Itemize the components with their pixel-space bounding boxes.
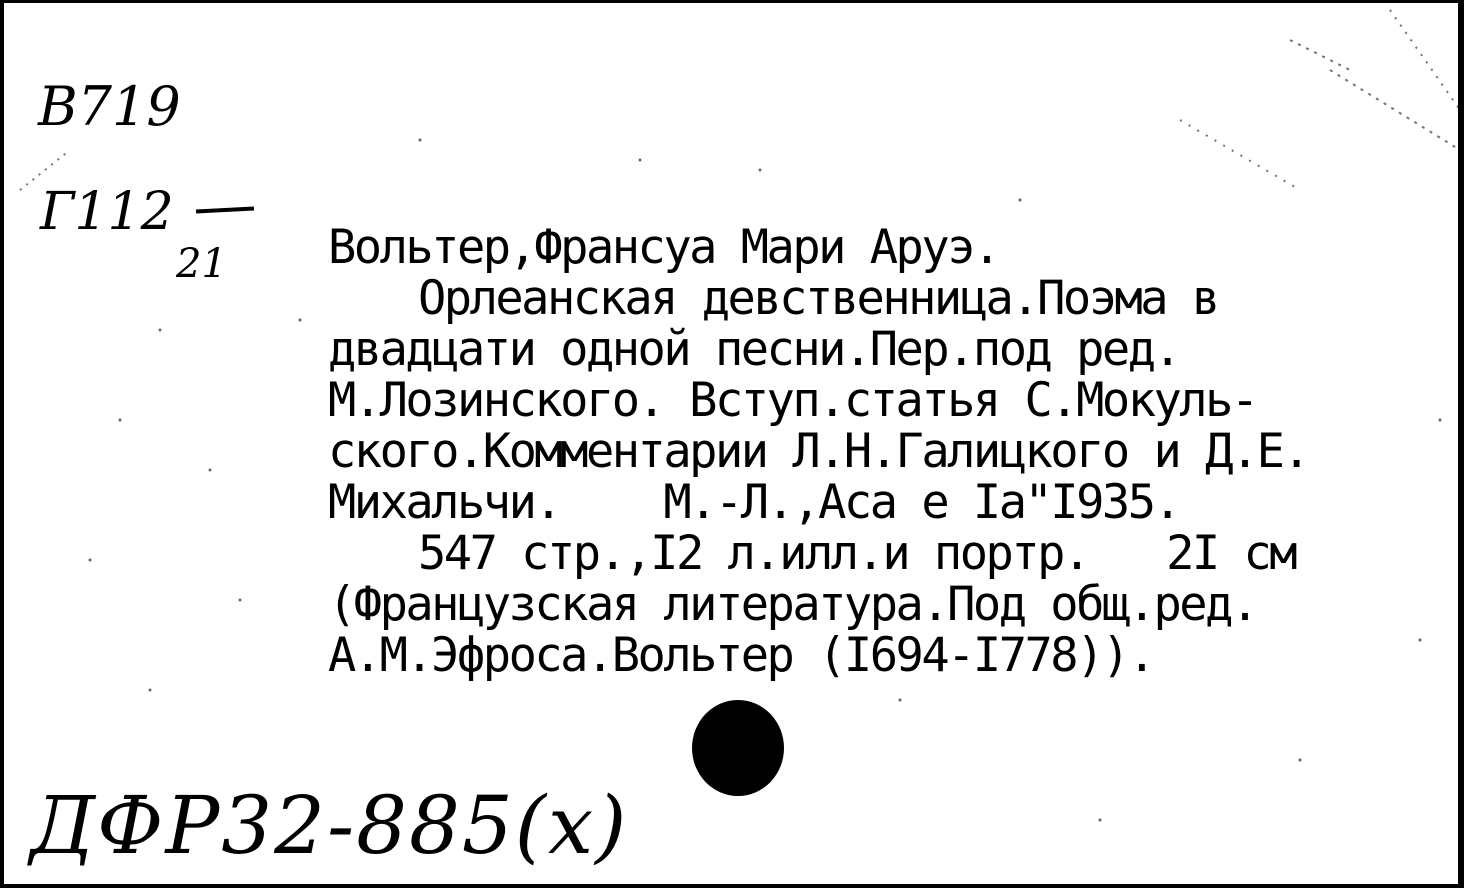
entry-line: двадцати одной песни.Пер.под ред. bbox=[328, 322, 1180, 377]
inventory-number: ДФР32-885(х) bbox=[30, 779, 629, 872]
card-edge-top bbox=[0, 0, 1464, 3]
shelfmark-dash bbox=[196, 206, 254, 213]
entry-series: (Французская литература.Под общ.ред. bbox=[328, 577, 1257, 632]
card-edge-left bbox=[0, 0, 4, 888]
card-edge-bottom bbox=[0, 884, 1464, 888]
punch-hole bbox=[692, 700, 784, 796]
shelfmark-line-1: В719 bbox=[38, 75, 181, 138]
entry-title: Орлеанская девственница.Поэма в bbox=[418, 271, 1218, 326]
entry-series: А.М.Эфроса.Вольтер (I694-I778)). bbox=[328, 628, 1154, 683]
card-edge-right bbox=[1458, 0, 1464, 888]
entry-author: Вольтер,Франсуа Мари Аруэ. bbox=[328, 220, 999, 275]
entry-imprint: Михальчи. М.-Л.,Acа е Iа"I935. bbox=[328, 475, 1180, 530]
entry-line: ского.Комментарии Л.Н.Галицкого и Д.Е. bbox=[328, 424, 1309, 479]
shelfmark-line-2: Г112 bbox=[40, 182, 174, 242]
entry-collation: 547 стр.,I2 л.илл.и портр. 2I см bbox=[418, 526, 1296, 581]
entry-line: М.Лозинского. Вступ.статья С.Мокуль- bbox=[328, 373, 1257, 428]
shelfmark-line-3: 21 bbox=[176, 241, 227, 287]
bibliographic-entry bbox=[328, 222, 1458, 681]
